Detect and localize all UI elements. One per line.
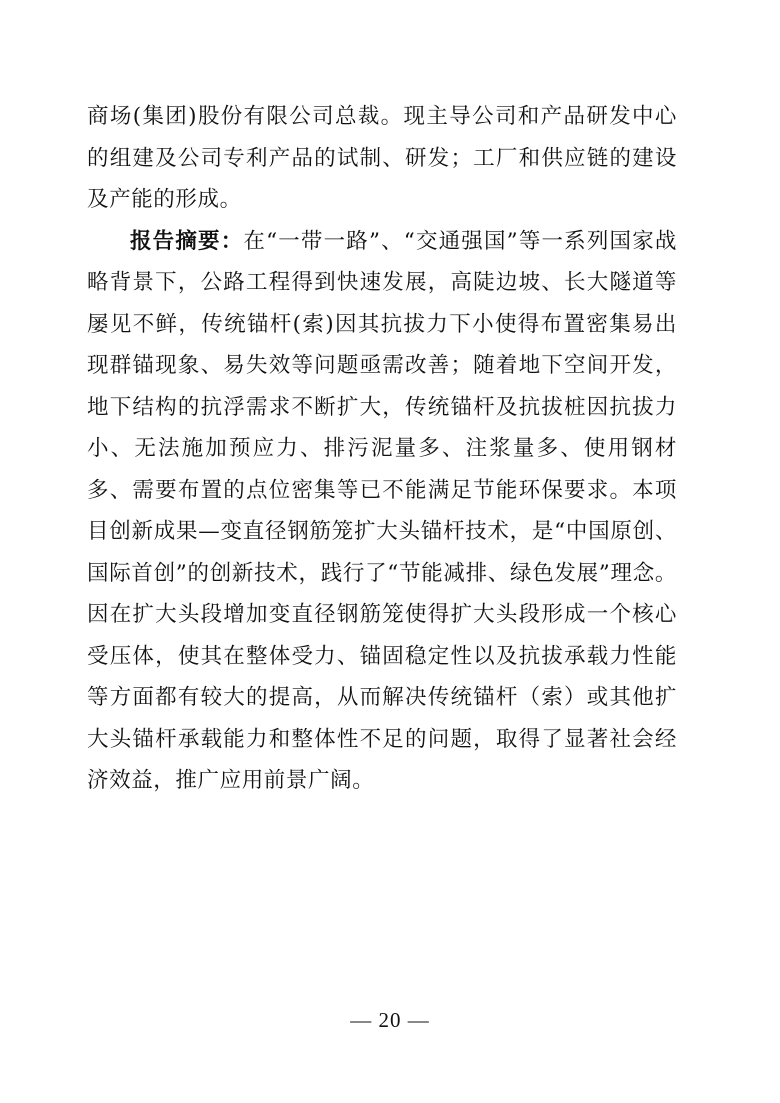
abstract-body: 在“一带一路”、“交通强国”等一系列国家战略背景下，公路工程得到快速发展，高陡边坡、长大隧道等屡见不鲜，传统锚杆(索)因其抗拔力下小使得布置密集易出现群锚现象、易失效等问题亟需改善；随着地下空间开发，地下结构的抗浮需求不断扩大，传统锚杆及抗拔桩因抗拔力小、无法施加预应力、排污泥量多、注浆量多、使用钢材多、需要布置的点位密集等已不能满足节能环保要求。本项目创新成果—变直径钢筋笼扩大头锚杆技术，是“中国原创、国际首创”的创新技术，践行了“节能减排、绿色发展”理念。因在扩大头段增加变直径钢筋笼使得扩大头段形成一个核心受压体，使其在整体受力、锚固稳定性以及抗拔承载力性能等方面都有较大的提高，从而解决传统锚杆（索）或其他扩大头锚杆承载能力和整体性不足的问题，取得了显著社会经济效益，推广应用前景广阔。 (87, 228, 677, 793)
abstract-paragraph (87, 221, 677, 802)
intro-paragraph: 商场(集团)股份有限公司总裁。现主导公司和产品研发中心的组建及公司专利产品的试制、研发；工厂和供应链的建设及产能的形成。 (87, 104, 677, 212)
abstract-label: 报告摘要： (130, 228, 244, 254)
body-text (87, 96, 677, 802)
page-number: — 20 — (350, 1008, 430, 1032)
